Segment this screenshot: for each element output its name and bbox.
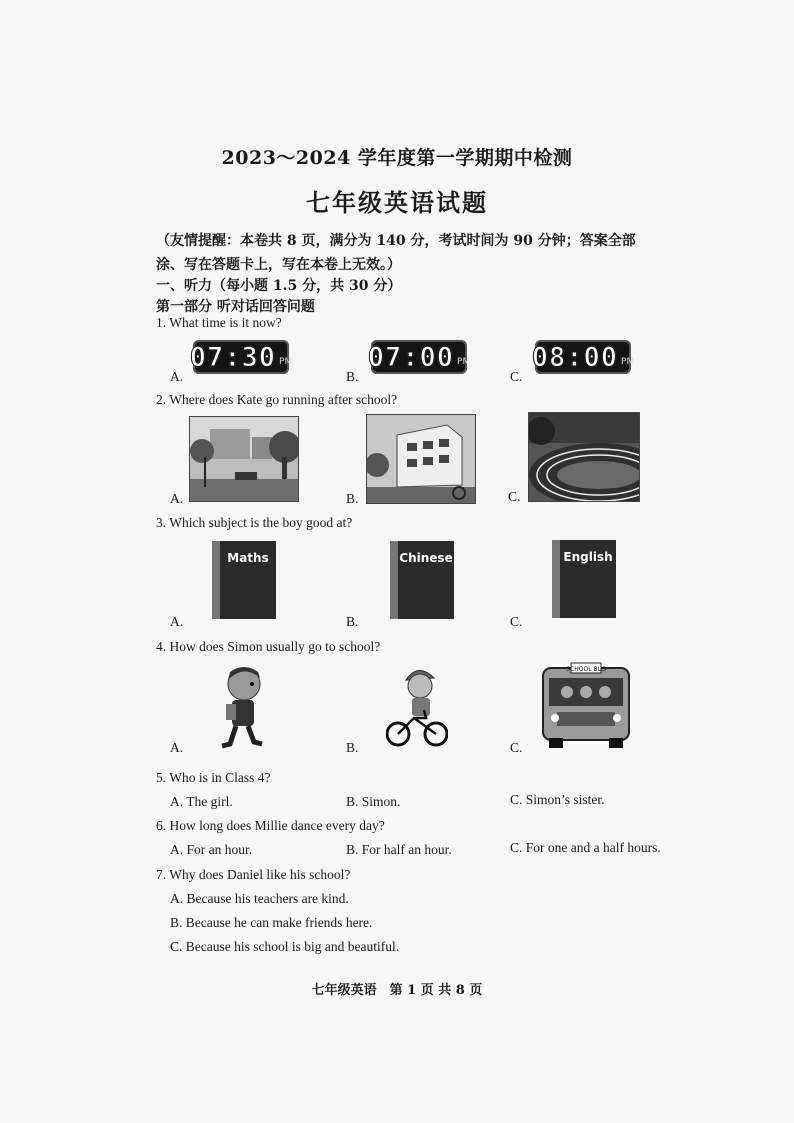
option-answer: Simon. bbox=[361, 794, 401, 809]
book-spine bbox=[390, 541, 398, 619]
page-footer: 七年级英语 第 1 页 共 8 页 bbox=[311, 983, 483, 998]
book-spine bbox=[552, 540, 560, 618]
option-text bbox=[346, 842, 452, 858]
option-letter: B. bbox=[346, 369, 359, 384]
question-6: 6. How long does Millie dance every day? bbox=[156, 818, 385, 833]
option-letter: A. bbox=[170, 740, 184, 755]
option-letter: B. bbox=[346, 614, 359, 629]
option-letter: A. bbox=[170, 891, 184, 906]
option-answer: Because his teachers are kind. bbox=[186, 891, 349, 906]
exam-note: （友情提醒：本卷共 8 页，满分为 140 分，考试时间为 90 分钟；答案全部涂、写在答题卡上，写在本卷上无效。） bbox=[156, 233, 636, 273]
option-letter: B. bbox=[346, 842, 359, 857]
option-answer: Simon’s sister. bbox=[525, 792, 605, 807]
exam-title: 2023～2024 学年度第一学期期中检测 bbox=[221, 147, 573, 169]
bus-sign: SCHOOL BUS bbox=[566, 666, 606, 673]
option-letter: C. bbox=[510, 369, 523, 384]
school-bus-picture bbox=[537, 660, 635, 750]
option-answer: For one and a half hours. bbox=[525, 840, 661, 855]
option-text bbox=[170, 915, 372, 931]
question-3: 3. Which subject is the boy good at? bbox=[156, 515, 353, 530]
option-letter: C. bbox=[510, 614, 523, 629]
exam-subtitle: 七年级英语试题 bbox=[306, 188, 488, 217]
question-5: 5. Who is in Class 4? bbox=[156, 770, 271, 785]
chinese-book bbox=[390, 541, 454, 619]
option-text bbox=[170, 939, 399, 955]
bike-boy-picture bbox=[386, 660, 448, 750]
option-letter: A. bbox=[170, 369, 184, 384]
english-book bbox=[552, 540, 616, 618]
running-track-picture bbox=[528, 412, 640, 502]
part-heading: 第一部分 听对话回答问题 bbox=[156, 299, 315, 315]
digital-clock bbox=[189, 340, 293, 374]
walking-boy-picture bbox=[218, 664, 268, 750]
clock-time: 07:00 bbox=[367, 341, 455, 373]
book-label: Chinese bbox=[399, 551, 453, 565]
book-spine bbox=[212, 541, 220, 619]
question-2: 2. Where does Kate go running after school? bbox=[156, 392, 398, 407]
option-letter: A. bbox=[170, 794, 184, 809]
clock-time: 08:00 bbox=[531, 341, 619, 373]
book-label: English bbox=[563, 550, 613, 564]
maths-book bbox=[212, 541, 276, 619]
option-letter: B. bbox=[346, 740, 359, 755]
option-letter: A. bbox=[170, 614, 184, 629]
option-text bbox=[170, 794, 233, 810]
option-letter: A. bbox=[170, 491, 184, 506]
option-text bbox=[510, 840, 661, 856]
option-text bbox=[170, 891, 349, 907]
option-answer: For half an hour. bbox=[361, 842, 452, 857]
clock-pm: PM bbox=[279, 357, 293, 367]
clock-time: 07:30 bbox=[189, 341, 277, 373]
option-letter: B. bbox=[346, 794, 359, 809]
school-building-picture bbox=[366, 414, 476, 504]
option-letter: B. bbox=[170, 915, 183, 930]
option-text bbox=[346, 794, 400, 810]
park-picture bbox=[189, 416, 299, 502]
option-letter: C. bbox=[170, 939, 183, 954]
option-letter: C. bbox=[510, 840, 523, 855]
clock-pm: PM bbox=[621, 357, 635, 367]
question-4: 4. How does Simon usually go to school? bbox=[156, 639, 381, 654]
option-text bbox=[170, 842, 252, 858]
option-letter: C. bbox=[510, 792, 523, 807]
option-letter: C. bbox=[508, 489, 521, 504]
book-label: Maths bbox=[227, 551, 269, 565]
option-letter: C. bbox=[510, 740, 523, 755]
option-answer: For an hour. bbox=[186, 842, 253, 857]
option-letter: A. bbox=[170, 842, 184, 857]
digital-clock bbox=[531, 340, 635, 374]
digital-clock bbox=[367, 340, 471, 374]
option-text bbox=[510, 792, 605, 808]
option-answer: Because he can make friends here. bbox=[185, 915, 373, 930]
option-answer: Because his school is big and beautiful. bbox=[185, 939, 400, 954]
question-7: 7. Why does Daniel like his school? bbox=[156, 867, 351, 882]
question-1: 1. What time is it now? bbox=[156, 315, 282, 330]
option-letter: B. bbox=[346, 491, 359, 506]
option-answer: The girl. bbox=[186, 794, 233, 809]
clock-pm: PM bbox=[457, 357, 471, 367]
section-heading: 一、听力（每小题 1.5 分，共 30 分） bbox=[156, 278, 402, 294]
